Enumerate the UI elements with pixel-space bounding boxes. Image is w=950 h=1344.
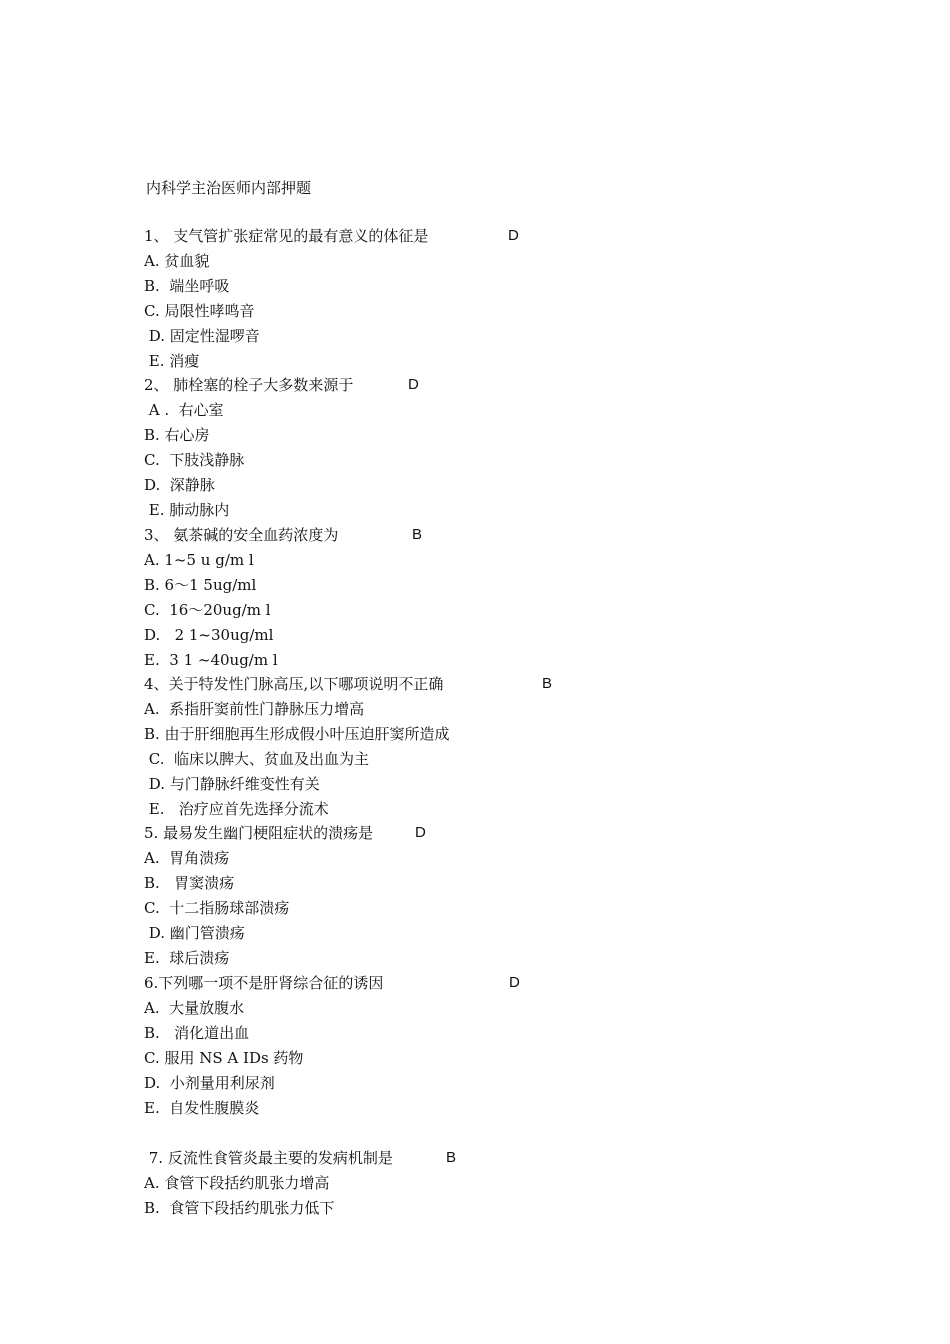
answer-option: B. 端坐呼吸: [144, 277, 230, 295]
answer-option: D. 固定性湿啰音: [144, 327, 260, 345]
answer-option: B. 食管下段括约肌张力低下: [144, 1199, 335, 1217]
answer-option: C. 16～20ug/m l: [144, 601, 271, 619]
answer-option: C. 十二指肠球部溃疡: [144, 899, 290, 917]
answer-key: D: [508, 227, 519, 244]
answer-option: D. 幽门管溃疡: [144, 924, 245, 942]
answer-option: D. 深静脉: [144, 476, 215, 494]
answer-option: E. 自发性腹膜炎: [144, 1099, 260, 1117]
document-title: 内科学主治医师内部押题: [146, 179, 312, 197]
answer-option: D. 2 1~30ug/ml: [144, 626, 274, 644]
answer-option: A. 系指肝窦前性门静脉压力增高: [144, 700, 365, 718]
answer-option: A. 食管下段括约肌张力增高: [144, 1174, 330, 1192]
question-stem: 7. 反流性食管炎最主要的发病机制是: [144, 1149, 393, 1167]
question-stem: 6.下列哪一项不是肝肾综合征的诱因: [144, 974, 384, 992]
answer-option: D. 小剂量用利尿剂: [144, 1074, 275, 1092]
answer-option: C. 服用 NS A IDs 药物: [144, 1049, 304, 1067]
question-stem: 4、关于特发性门脉高压,以下哪项说明不正确: [144, 675, 444, 693]
answer-option: A . 右心室: [144, 401, 224, 419]
answer-key: D: [408, 376, 419, 393]
answer-option: B. 6～1 5ug/ml: [144, 576, 257, 594]
answer-key: D: [509, 974, 520, 991]
answer-option: B. 右心房: [144, 426, 210, 444]
question-stem: 3、 氨茶碱的安全血药浓度为: [144, 526, 339, 544]
question-stem: 2、 肺栓塞的栓子大多数来源于: [144, 376, 354, 394]
question-stem: 1、 支气管扩张症常见的最有意义的体征是: [144, 227, 429, 245]
answer-option: E. 消瘦: [144, 352, 200, 370]
answer-option: D. 与门静脉纤维变性有关: [144, 775, 320, 793]
question-stem: 5. 最易发生幽门梗阻症状的溃疡是: [144, 824, 374, 842]
answer-option: E. 3 1 ~40ug/m l: [144, 651, 278, 669]
answer-option: E. 肺动脉内: [144, 501, 230, 519]
answer-key: B: [446, 1149, 457, 1166]
answer-option: A. 大量放腹水: [144, 999, 245, 1017]
answer-option: A. 贫血貌: [144, 252, 210, 270]
answer-option: C. 下肢浅静脉: [144, 451, 245, 469]
answer-key: D: [415, 824, 426, 841]
answer-option: C. 临床以脾大、贫血及出血为主: [144, 750, 370, 768]
answer-option: A. 胃角溃疡: [144, 849, 230, 867]
answer-option: B. 胃窦溃疡: [144, 874, 235, 892]
answer-option: B. 由于肝细胞再生形成假小叶压迫肝窦所造成: [144, 725, 450, 743]
answer-option: E. 球后溃疡: [144, 949, 230, 967]
answer-option: A. 1~5 u g/m l: [144, 551, 254, 569]
answer-key: B: [412, 526, 423, 543]
answer-option: B. 消化道出血: [144, 1024, 250, 1042]
answer-option: E. 治疗应首先选择分流术: [144, 800, 329, 818]
answer-key: B: [542, 675, 553, 692]
answer-option: C. 局限性哮鸣音: [144, 302, 255, 320]
